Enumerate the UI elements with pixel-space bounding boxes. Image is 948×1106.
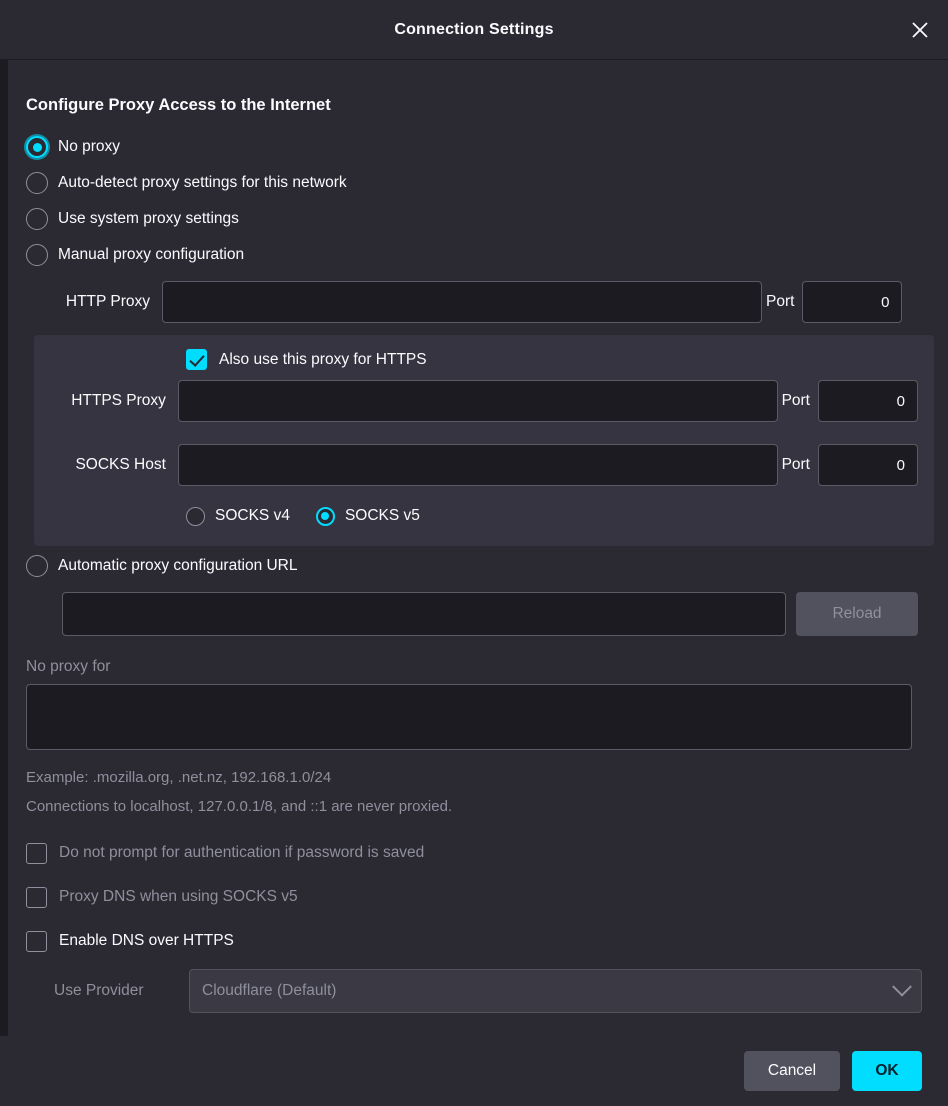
manual-proxy-panel [34,335,934,546]
http-proxy-input[interactable] [162,281,762,323]
radio-no-proxy-label: No proxy [58,138,121,155]
provider-selected-value: Cloudflare (Default) [202,982,337,999]
socks-host-input[interactable] [178,444,778,486]
chevron-down-icon [892,977,912,997]
radio-system-proxy[interactable] [26,203,922,235]
https-proxy-row [50,380,918,422]
pac-url-row [62,592,922,636]
radio-system-proxy-label: Use system proxy settings [58,210,239,227]
lower-options [26,837,922,957]
provider-select[interactable] [189,969,922,1013]
checkbox-doh-label: Enable DNS over HTTPS [59,932,234,949]
provider-label: Use Provider [54,982,144,999]
http-port-label: Port [766,293,795,310]
https-port-label: Port [781,392,810,409]
http-port-input[interactable] [802,281,902,323]
radio-no-proxy[interactable] [26,131,922,163]
ok-button[interactable]: OK [852,1051,922,1091]
radio-auto-detect-label: Auto-detect proxy settings for this network [58,174,347,191]
dialog-footer [0,1036,948,1106]
dialog-titlebar [0,0,948,60]
checkbox-proxy-dns-label: Proxy DNS when using SOCKS v5 [59,888,298,905]
radio-manual-proxy-label: Manual proxy configuration [58,246,245,263]
radio-manual-proxy-indicator[interactable] [26,244,48,266]
radio-pac-url[interactable] [26,550,922,582]
radio-auto-detect[interactable] [26,167,922,199]
pac-url-input[interactable] [62,592,786,636]
provider-row [54,969,922,1013]
no-proxy-for-label: No proxy for [26,658,111,675]
cancel-button[interactable]: Cancel [744,1051,840,1091]
http-proxy-label: HTTP Proxy [65,293,150,310]
radio-socks-v4[interactable] [186,500,290,532]
page-title: Configure Proxy Access to the Internet [26,96,331,114]
checkbox-no-auth-prompt-label: Do not prompt for authentication if password is saved [59,844,425,861]
radio-socks-v5-indicator[interactable] [316,507,335,526]
also-use-https-row[interactable] [186,349,918,370]
checkbox-no-auth-prompt[interactable] [26,843,47,864]
socks-version-group [186,500,918,532]
socks-host-label: SOCKS Host [75,456,166,473]
socks-host-row [50,444,918,486]
localhost-note: Connections to localhost, 127.0.0.1/8, and ::1 are never proxied. [26,798,453,815]
also-use-https-checkbox[interactable] [186,349,207,370]
radio-system-proxy-indicator[interactable] [26,208,48,230]
checkbox-doh-row[interactable] [26,925,922,957]
radio-socks-v4-label: SOCKS v4 [215,507,290,524]
reload-button[interactable]: Reload [796,592,918,636]
radio-pac-url-label: Automatic proxy configuration URL [58,557,298,574]
radio-manual-proxy[interactable] [26,239,922,271]
no-proxy-for-textarea[interactable] [26,684,912,750]
checkbox-no-auth-prompt-row[interactable] [26,837,922,869]
socks-port-input[interactable] [818,444,918,486]
https-proxy-input[interactable] [178,380,778,422]
radio-socks-v5[interactable] [316,500,420,532]
radio-socks-v4-indicator[interactable] [186,507,205,526]
checkbox-doh[interactable] [26,931,47,952]
radio-pac-url-indicator[interactable] [26,555,48,577]
checkbox-proxy-dns-row[interactable] [26,881,922,913]
checkbox-proxy-dns[interactable] [26,887,47,908]
radio-socks-v5-label: SOCKS v5 [344,507,420,524]
http-proxy-row [26,281,922,323]
radio-auto-detect-indicator[interactable] [26,172,48,194]
radio-no-proxy-indicator[interactable] [26,136,48,158]
close-icon[interactable] [902,12,938,48]
no-proxy-example: Example: .mozilla.org, .net.nz, 192.168.1.0/24 [26,769,332,786]
socks-port-label: Port [781,456,810,473]
https-port-input[interactable] [818,380,918,422]
dialog-content [0,60,948,1106]
dialog-title: Connection Settings [394,20,554,38]
https-proxy-label: HTTPS Proxy [71,392,166,409]
also-use-https-label: Also use this proxy for HTTPS [219,350,427,368]
